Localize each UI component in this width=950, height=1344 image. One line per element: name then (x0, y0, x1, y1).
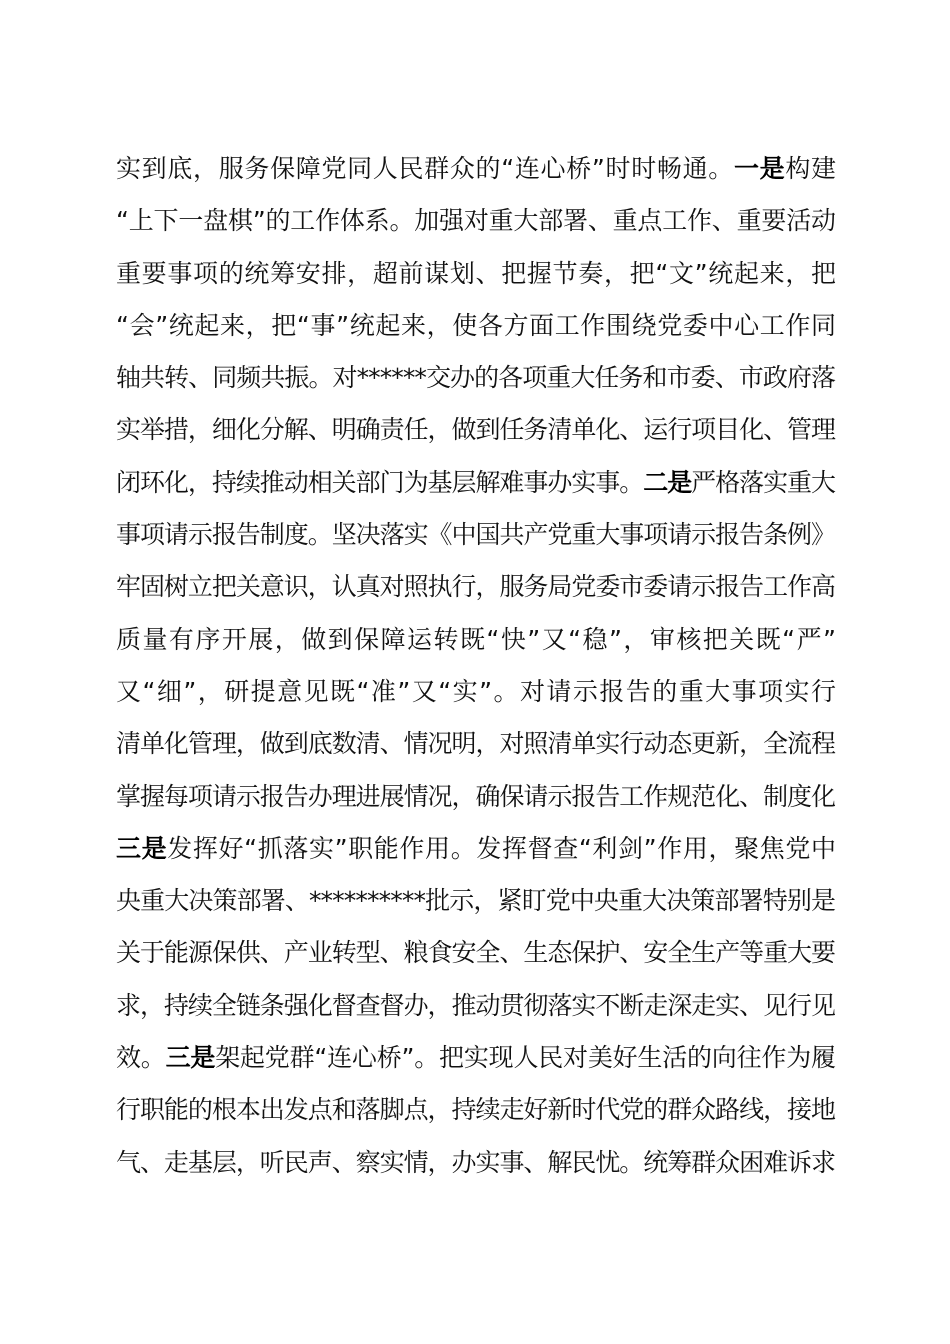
text-line (116, 561, 836, 613)
text-run: 轴共转、同频共振。对******交办的各项重大任务和市委、市政府落 (116, 363, 836, 393)
bold-ordinal: 三是 (116, 833, 168, 863)
text-run: 实到底，服务保障党同人民群众的“连心桥”时时畅通。 (116, 154, 734, 183)
text-line (116, 509, 836, 561)
text-line (116, 718, 836, 770)
text-run: 事项请示报告制度。坚决落实《中国共产党重大事项请示报告条例》 (116, 520, 835, 550)
text-line (116, 927, 836, 979)
bold-ordinal: 一是 (733, 154, 786, 183)
text-line (116, 457, 836, 509)
text-run: 质量有序开展，做到保障运转既“快”又“稳”，审核把关既“严” (116, 624, 836, 654)
text-run: 又“细”，研提意见既“准”又“实”。对请示报告的重大事项实行 (116, 676, 836, 706)
text-run: 实举措，细化分解、明确责任，做到任务清单化、运行项目化、管理 (116, 415, 835, 445)
text-line (116, 300, 836, 352)
text-run: 清单化管理，做到底数清、情况明，对照清单实行动态更新，全流程 (116, 729, 835, 759)
text-run: 发挥好“抓落实”职能作用。发挥督查“利剑”作用，聚焦党中 (167, 833, 836, 863)
text-run: “上下一盘棋”的工作体系。加强对重大部署、重点工作、重要活动 (116, 206, 836, 236)
text-run: 严格落实重大 (691, 467, 835, 497)
text-run: 央重大决策部署、**********批示，紧盯党中央重大决策部署特别是 (116, 886, 836, 916)
text-run: 气、走基层，听民声、察实情，办实事、解民忧。统筹群众困难诉求 (116, 1147, 835, 1177)
text-run: 闭环化，持续推动相关部门为基层解难事办实事。 (116, 467, 644, 497)
text-line (116, 1032, 836, 1084)
text-line (116, 1137, 836, 1189)
text-line (116, 352, 836, 404)
text-line (116, 195, 836, 247)
text-line (116, 614, 836, 666)
text-line (116, 771, 836, 823)
text-line (116, 143, 836, 195)
text-run: “会”统起来，把“事”统起来，使各方面工作围绕党委中心工作同 (116, 310, 836, 340)
text-run: 求，持续全链条强化督查督办，推动贯彻落实不断走深走实、见行见 (116, 990, 835, 1020)
bold-ordinal: 二是 (643, 467, 692, 497)
text-line (116, 823, 836, 875)
text-run: 架起党群“连心桥”。把实现人民对美好生活的向往作为履 (215, 1043, 836, 1073)
text-run: 效。 (116, 1043, 166, 1073)
text-line (116, 875, 836, 927)
text-line (116, 980, 836, 1032)
body-paragraph (116, 143, 836, 1189)
text-line (116, 666, 836, 718)
text-run: 关于能源保供、产业转型、粮食安全、生态保护、安全生产等重大要 (116, 938, 835, 968)
bold-ordinal: 三是 (165, 1043, 216, 1073)
text-run: 掌握每项请示报告办理进展情况，确保请示报告工作规范化、制度化 (116, 781, 835, 811)
text-run: 行职能的根本出发点和落脚点，持续走好新时代党的群众路线，接地 (116, 1095, 835, 1125)
text-line (116, 248, 836, 300)
text-line (116, 404, 836, 456)
text-run: 重要事项的统筹安排，超前谋划、把握节奏，把“文”统起来，把 (116, 258, 836, 288)
text-run: 牢固树立把关意识，认真对照执行，服务局党委市委请示报告工作高 (116, 572, 835, 602)
text-run: 构建 (785, 154, 836, 183)
text-line (116, 1084, 836, 1136)
